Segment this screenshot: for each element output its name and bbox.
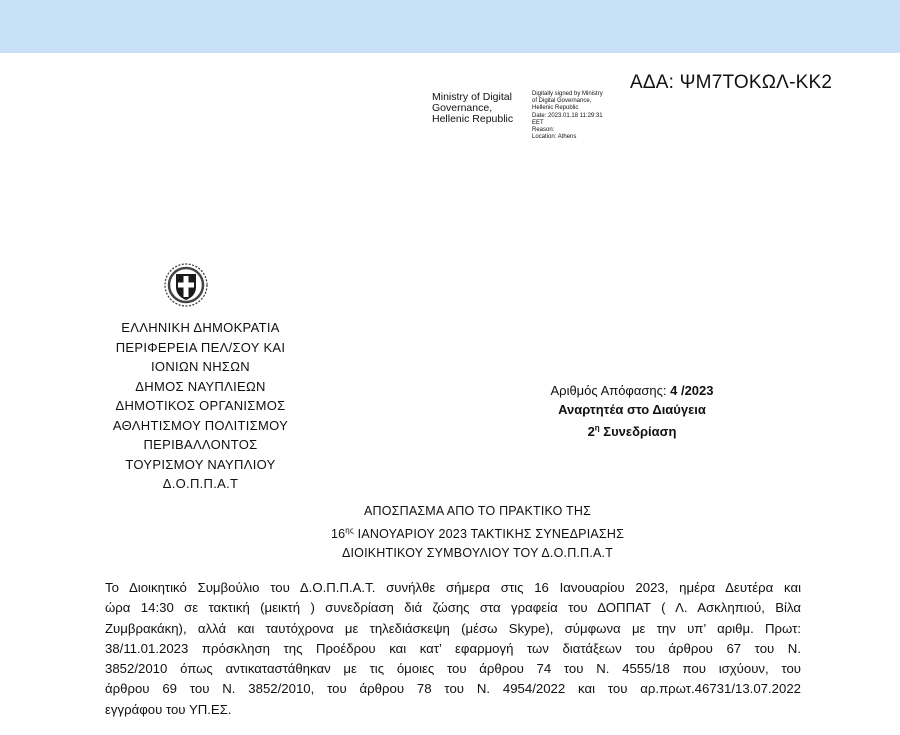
signature-detail-line: EET	[532, 119, 544, 126]
heading-line: $16^{\eta\varsigma}$ ΙΑΝΟΥΑΡΙΟΥ 2023 ΤΑΚΤΙΚΗΣ ΣΥΝΕΔΡΙΑΣΗΣ	[330, 526, 625, 542]
authority-line: ΑΘΛΗΤΙΣΜΟΥ ΠΟΛΙΤΙΣΜΟΥ	[112, 417, 289, 433]
authority-line: ΙΟΝΙΩΝ ΝΗΣΩΝ	[151, 359, 250, 374]
signature-name-line: Governance,	[432, 102, 493, 114]
body-line: 38/11.01.2023 πρόσκληση της Προέδρου και κατ’ εφαρμογή των διατάξεων του άρθρου 67 του Ν.	[105, 640, 801, 656]
signature-detail-line: Reason:	[532, 127, 555, 134]
signature-detail-line: Digitally signed by Ministry	[532, 91, 603, 97]
signature-name	[432, 92, 532, 125]
authority-line: Δ.Ο.Π.Π.Α.Τ	[162, 476, 239, 491]
body-line: ώρα 14:30 σε τακτική (μεικτή ) συνεδρίαση διά ζώσης στα γραφεία του ΔΟΠΠΑΤ ( Λ. Ασκληπιού, Βίλα	[105, 600, 801, 616]
authority-line: ΔΗΜΟΤΙΚΟΣ ΟΡΓΑΝΙΣΜΟΣ	[115, 398, 286, 413]
authority-line: ΠΕΡΙΦΕΡΕΙΑ ΠΕΛ/ΣΟΥ ΚΑΙ	[115, 339, 286, 355]
body-line: 3852/2010 όπως αντικαταστάθηκαν με τις όμοιες του άρθρου 74 του Ν. 4555/18 που ισχύουν, του	[105, 661, 801, 677]
top-banner	[0, 0, 900, 53]
ada-code: ΑΔΑ: ΨΜ7ΤΟΚΩΛ-ΚΚ2	[630, 72, 833, 93]
signature-detail-line: Location: Athens	[532, 134, 577, 141]
body-line: άρθρου 69 του Ν. 3852/2010, του άρθρου 78 του Ν. 4954/2022 και του αρ.πρωτ.46731/13.07.2022	[105, 681, 801, 697]
decision-info	[527, 381, 737, 441]
greek-coat-of-arms-icon	[164, 263, 208, 307]
authority-line: ΤΟΥΡΙΣΜΟΥ ΝΑΥΠΛΙΟΥ	[125, 456, 276, 472]
signature-detail-line: Hellenic Republic	[532, 105, 579, 112]
authority-line: ΔΗΜΟΣ ΝΑΥΠΛΙΕΩΝ	[135, 378, 266, 394]
body-line: εγγράφου του ΥΠ.ΕΣ.	[105, 701, 232, 717]
diavgeia-notice: Αναρτητέα στο Διαύγεια	[558, 402, 706, 417]
decision-number-value: 4 /2023	[670, 383, 714, 398]
body-line: Το Διοικητικό Συμβούλιο του Δ.Ο.Π.Π.Α.Τ. συνήλθε σήμερα στις 16 Ιανουαρίου 2023, ημέρα Δευτέρα και	[105, 580, 801, 595]
body-line: Ζυμβρακάκη), αλλά και ταυτόχρονα με τηλεδιάσκεψη (μέσω Skype), σύμφωνα με την υπ’ αριθμ. Πρωτ:	[105, 620, 801, 636]
signature-details	[532, 91, 642, 141]
session-number: $2^\eta$ Συνεδρίαση	[587, 424, 677, 440]
issuing-authority	[88, 318, 313, 494]
heading-line: ΑΠΟΣΠΑΣΜΑ ΑΠΟ ΤΟ ΠΡΑΚΤΙΚΟ ΤΗΣ	[363, 504, 592, 518]
decision-number-label: Αριθμός Απόφασης:	[550, 383, 671, 398]
authority-line: ΠΕΡΙΒΑΛΛΟΝΤΟΣ	[143, 437, 258, 452]
body-paragraph	[105, 578, 801, 720]
document-heading	[285, 502, 670, 563]
signature-detail-line: of Digital Governance,	[532, 98, 592, 105]
decision-number	[527, 381, 737, 400]
authority-line: ΕΛΛΗΝΙΚΗ ΔΗΜΟΚΡΑΤΙΑ	[121, 320, 280, 335]
signature-detail-line: Date: 2023.01.18 11:29:31	[532, 112, 603, 119]
signature-name-line: Hellenic Republic	[432, 113, 514, 125]
heading-line: ΔΙΟΙΚΗΤΙΚΟΥ ΣΥΜΒΟΥΛΙΟΥ ΤΟΥ Δ.Ο.Π.Π.Α.Τ	[341, 546, 614, 561]
signature-name-line: Ministry of Digital	[432, 91, 512, 103]
